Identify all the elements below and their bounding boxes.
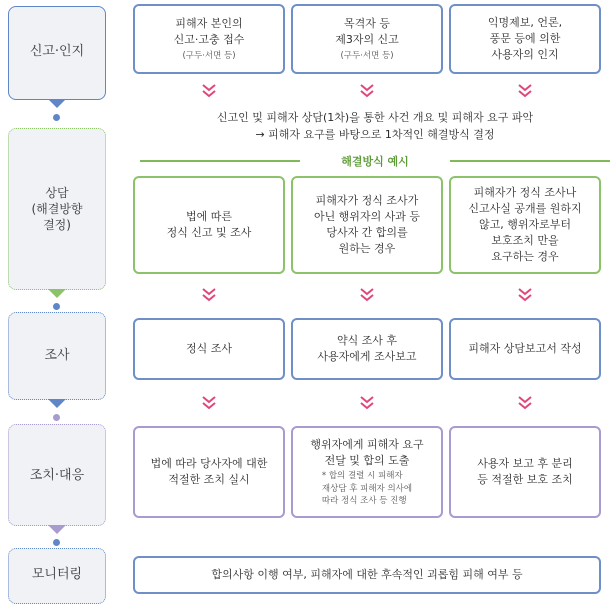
divider xyxy=(450,160,610,162)
box-line: 아닌 행위자의 사과 등 xyxy=(313,210,421,224)
chevron-down-icon xyxy=(518,84,532,98)
stage-pointer xyxy=(48,99,66,108)
report-box-anonymous xyxy=(449,4,601,74)
monitoring-box xyxy=(133,556,601,594)
box-line: 피해자가 정식 조사나 xyxy=(473,186,577,200)
box-line: 제3자의 신고 xyxy=(335,32,399,46)
box-note: (구두·서면 등) xyxy=(340,50,394,61)
box-line: 사용자 보고 후 분리 xyxy=(477,457,573,471)
box-line: 정식 조사 xyxy=(185,342,232,356)
box-line: 피해자가 정식 조사가 xyxy=(315,194,419,208)
stage-label: 조사 xyxy=(44,348,70,363)
box-note: (구두·서면 등) xyxy=(182,50,236,61)
stage-pointer xyxy=(48,399,66,408)
box-line: 법에 따라 당사자에 대한 xyxy=(150,457,268,471)
stage-investigate xyxy=(8,312,106,400)
box-note: * 합의 결렬 시 피해자 재상담 후 피해자 의사에 따라 정식 조사 등 진행 xyxy=(321,471,413,507)
report-box-witness xyxy=(291,4,443,74)
stage-label: 모니터링 xyxy=(31,567,83,582)
box-line: 전달 및 합의 도출 xyxy=(324,453,410,467)
investigate-box-formal xyxy=(133,318,285,380)
chevron-down-icon xyxy=(202,396,216,410)
stage-action xyxy=(8,424,106,526)
action-box-separation xyxy=(449,426,601,518)
chevron-down-icon xyxy=(360,84,374,98)
consult-box-formal xyxy=(133,176,285,274)
chevron-down-icon xyxy=(360,288,374,302)
stage-label: 상담 (해결방향 결정) xyxy=(31,186,83,233)
consult-box-protection xyxy=(449,176,601,274)
box-line: 당사자 간 합의를 xyxy=(326,226,408,239)
stage-dot xyxy=(53,414,60,421)
box-line: 약식 조사 후 xyxy=(336,334,398,348)
stage-monitoring xyxy=(8,548,106,604)
report-box-victim xyxy=(133,4,285,74)
box-line: 적절한 조치 실시 xyxy=(168,473,250,486)
monitoring-text: 합의사항 이행 여부, 피해자에 대한 후속적인 괴롭힘 피해 여부 등 xyxy=(211,568,523,582)
summary-line-2: → 피해자 요구를 바탕으로 1차적인 해결방식 결정 xyxy=(255,128,495,141)
chevron-down-icon xyxy=(518,288,532,302)
box-line: 익명제보, 언론, xyxy=(487,16,563,30)
box-line: 풍문 등에 의한 xyxy=(489,32,561,46)
box-line: 사용자의 인지 xyxy=(491,47,559,61)
box-line: 요구하는 경우 xyxy=(491,249,559,263)
resolution-title: 해결방식 예시 xyxy=(341,155,409,168)
chevron-down-icon xyxy=(202,288,216,302)
box-line: 사용자에게 조사보고 xyxy=(317,350,417,363)
stage-pointer xyxy=(48,289,66,298)
box-line: 원하는 경우 xyxy=(338,241,396,255)
summary-line-1: 신고인 및 피해자 상담(1차)을 통한 사건 개요 및 피해자 요구 파악 xyxy=(216,111,534,124)
box-line: 피해자 본인의 xyxy=(175,16,243,30)
stage-pointer xyxy=(48,525,66,534)
stage-label: 조치·대응 xyxy=(29,468,85,483)
box-line: 보호조치 만을 xyxy=(491,233,559,247)
stage-dot xyxy=(53,303,60,310)
box-line: 않고, 행위자로부터 xyxy=(478,218,571,232)
action-box-legal xyxy=(133,426,285,518)
consult-box-agreement xyxy=(291,176,443,274)
box-line: 목격자 등 xyxy=(343,16,390,30)
box-line: 신고사실 공개를 원하지 xyxy=(468,202,582,216)
stage-consult xyxy=(8,128,106,290)
box-line: 피해자 상담보고서 작성 xyxy=(468,342,582,356)
box-line: 행위자에게 피해자 요구 xyxy=(310,437,424,451)
chevron-down-icon xyxy=(518,396,532,410)
stage-dot xyxy=(53,539,60,546)
stage-label: 신고·인지 xyxy=(29,44,85,59)
chevron-down-icon xyxy=(202,84,216,98)
chevron-down-icon xyxy=(360,396,374,410)
resolution-title-bar xyxy=(140,152,610,168)
box-line: 신고·고충 접수 xyxy=(173,32,245,46)
stage-dot xyxy=(53,114,60,121)
action-box-agreement xyxy=(291,426,443,518)
stage-report xyxy=(8,6,106,100)
investigate-box-brief xyxy=(291,318,443,380)
investigate-box-report xyxy=(449,318,601,380)
box-line: 등 적절한 보호 조치 xyxy=(477,473,573,486)
box-line: 법에 따른 xyxy=(185,210,232,224)
box-line: 정식 신고 및 조사 xyxy=(166,226,252,239)
